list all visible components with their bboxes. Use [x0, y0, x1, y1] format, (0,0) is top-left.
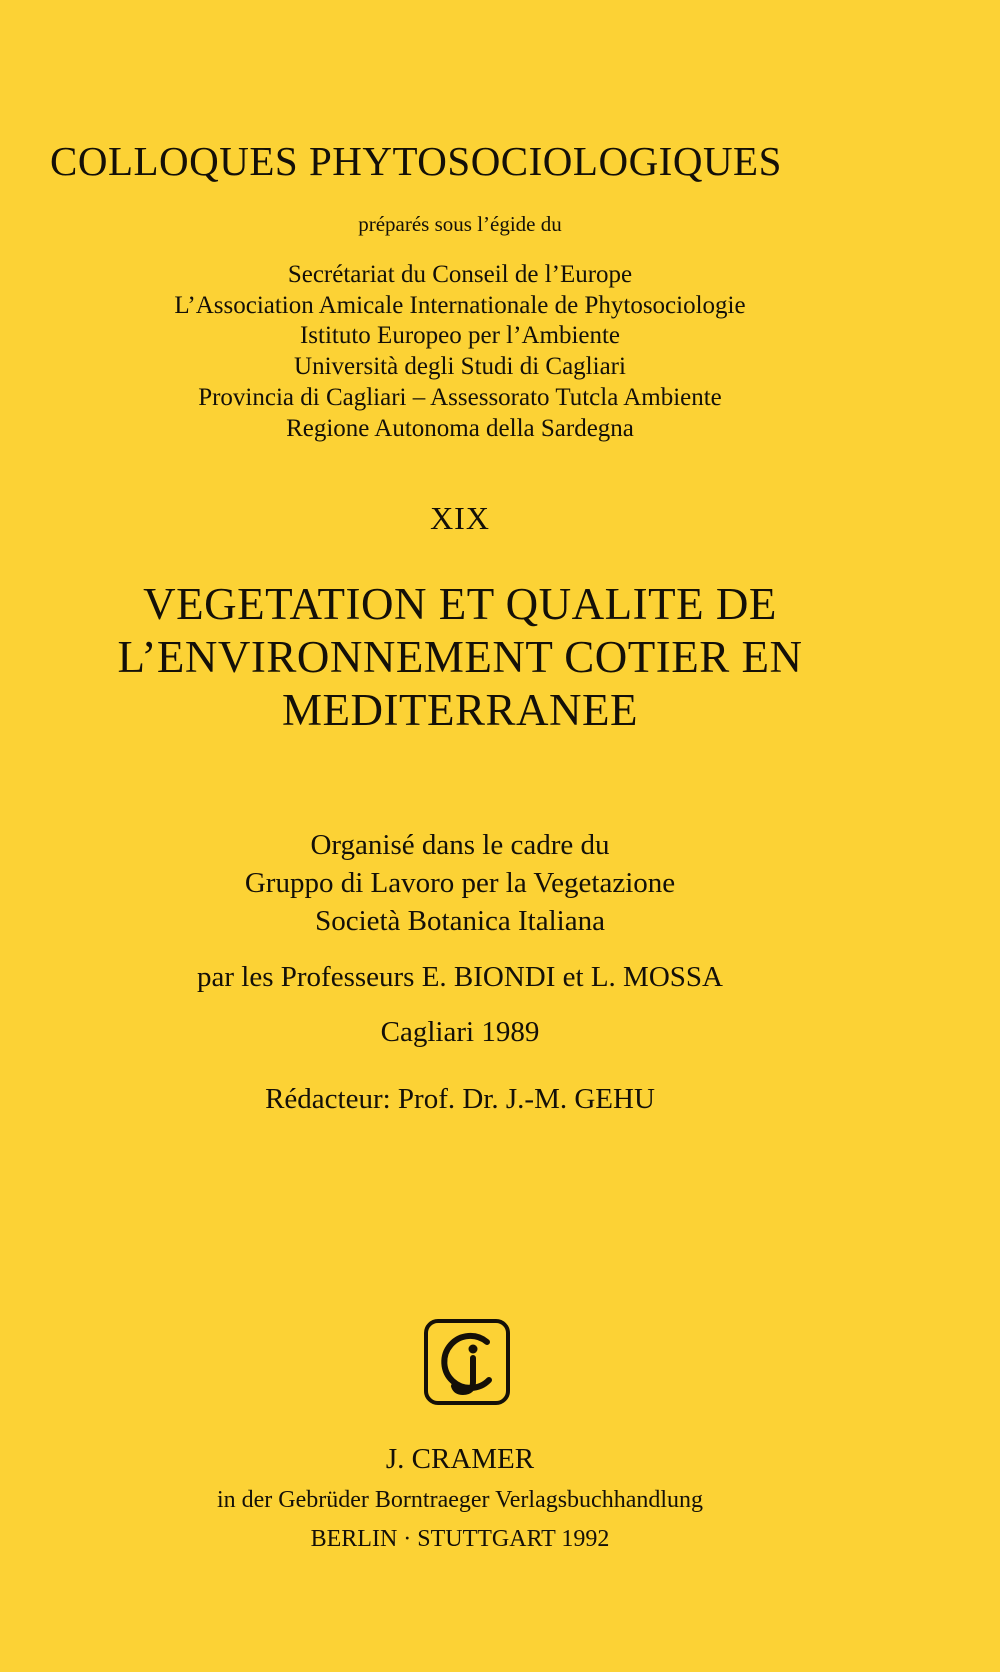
sponsors-list — [0, 260, 920, 444]
editor-line: Rédacteur: Prof. Dr. J.-M. GEHU — [265, 1083, 655, 1115]
cramer-logo-icon — [423, 1318, 511, 1406]
publisher-place-year: BERLIN · STUTTGART 1992 — [310, 1526, 610, 1552]
sponsor-item: Regione Autonoma della Sardegna — [286, 414, 634, 442]
main-title-line: L’ENVIRONNEMENT COTIER EN — [117, 632, 803, 682]
publisher-name: J. CRAMER — [385, 1443, 535, 1475]
sponsor-item: Secrétariat du Conseil de l’Europe — [287, 261, 633, 288]
sponsor-item: Istituto Europeo per l’Ambiente — [299, 322, 621, 350]
place-date: Cagliari 1989 — [380, 1016, 540, 1048]
egide-line: préparés sous l’égide du — [358, 212, 562, 236]
organized-block — [0, 826, 920, 940]
volume-number: XIX — [430, 500, 490, 536]
sponsor-item: Università degli Studi di Cagliari — [294, 353, 626, 381]
sponsor-item: L’Association Amicale Internationale de Phytosociologie — [174, 291, 746, 319]
professors-line: par les Professeurs E. BIONDI et L. MOSSA — [197, 961, 723, 993]
series-title: COLLOQUES PHYTOSOCIOLOGIQUES — [50, 138, 782, 184]
sponsor-item: Provincia di Cagliari – Assessorato Tutcla Ambiente — [198, 383, 722, 411]
main-title-line: MEDITERRANEE — [282, 685, 638, 735]
main-title — [0, 578, 920, 737]
organized-line: Organisé dans le cadre du — [310, 829, 610, 861]
main-title-line: VEGETATION ET QUALITE DE — [143, 579, 777, 629]
publisher-subtitle: in der Gebrüder Borntraeger Verlagsbuchhandlung — [216, 1487, 704, 1513]
organized-line: Società Botanica Italiana — [315, 905, 605, 937]
organized-line: Gruppo di Lavoro per la Vegetazione — [244, 867, 676, 899]
